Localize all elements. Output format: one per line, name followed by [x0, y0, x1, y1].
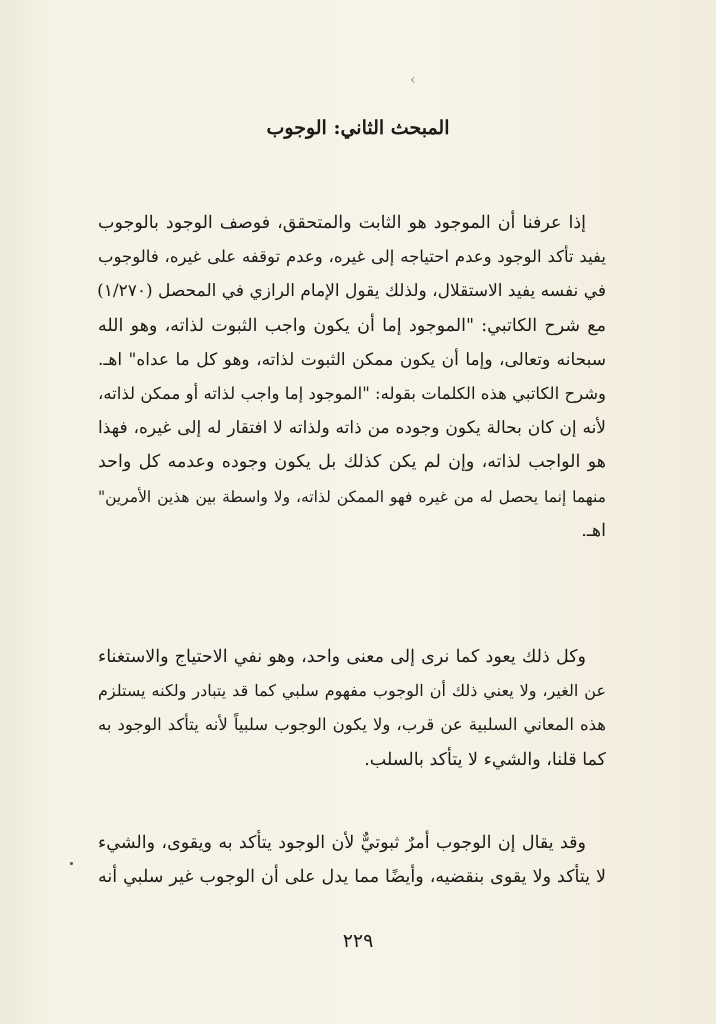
- text-line: هذه المعاني السلبية عن قرب، ولا يكون الوجوب سلبياً لأنه يتأكد الوجود به: [98, 715, 606, 735]
- text-line: وقد يقال إن الوجوب أمرٌ ثبوتيٌّ لأن الوجود يتأكد به ويقوى، والشيء: [98, 833, 586, 853]
- text-line: وكل ذلك يعود كما نرى إلى معنى واحد، وهو نفي الاحتياج والاستغناء: [98, 647, 586, 667]
- section-title: المبحث الثاني: الوجوب: [266, 117, 450, 139]
- text-line: اهـ.: [581, 520, 606, 541]
- text-line: وشرح الكاتبي هذه الكلمات بقوله: "الموجود إما واجب لذاته أو ممكن لذاته،: [98, 383, 606, 403]
- text-line: لأنه إن كان بحالة يكون وجوده من ذاته ولذاته لا افتقار له إلى غيره، فهذا: [98, 418, 606, 439]
- text-line: عن الغير، ولا يعني ذلك أن الوجوب مفهوم سلبي كما قد يتبادر ولكنه يستلزم: [98, 681, 606, 701]
- text-line: كما قلنا، والشيء لا يتأكد بالسلب.: [364, 749, 606, 770]
- text-line: سبحانه وتعالى، وإما أن يكون ممكن الثبوت لذاته، وهو كل ما عداه" اهـ.: [98, 349, 606, 370]
- text-line: في نفسه يفيد الاستقلال، ولذلك يقول الإمام الرازي في المحصل (١/٢٧٠): [97, 281, 606, 302]
- text-line: إذا عرفنا أن الموجود هو الثابت والمتحقق، فوصف الوجود بالوجوب: [98, 213, 586, 233]
- scan-dot: [70, 862, 73, 865]
- text-line: يفيد تأكد الوجود وعدم احتياجه إلى غيره، وعدم توقفه على غيره، فالوجوب: [98, 247, 606, 267]
- paragraph-2: [98, 640, 606, 777]
- text-line: مع شرح الكاتبي: "الموجود إما أن يكون واجب الثبوت لذاته، وهو الله: [98, 315, 606, 336]
- paragraph-3: [98, 826, 606, 894]
- text-line: منهما إنما يحصل له من غيره فهو الممكن لذاته، ولا واسطة بين هذين الأمرين": [98, 487, 606, 506]
- scan-mark: ‹: [410, 72, 416, 88]
- text-line: هو الواجب لذاته، وإن لم يكن كذلك بل يكون وجوده وعدمه كل واحد: [98, 452, 606, 473]
- paragraph-1: [98, 206, 606, 548]
- text-line: لا يتأكد ولا يقوى بنقضيه، وأيضًا مما يدل على أن الوجوب غير سلبي أنه: [98, 867, 606, 888]
- page-number: ٢٢٩: [342, 930, 374, 952]
